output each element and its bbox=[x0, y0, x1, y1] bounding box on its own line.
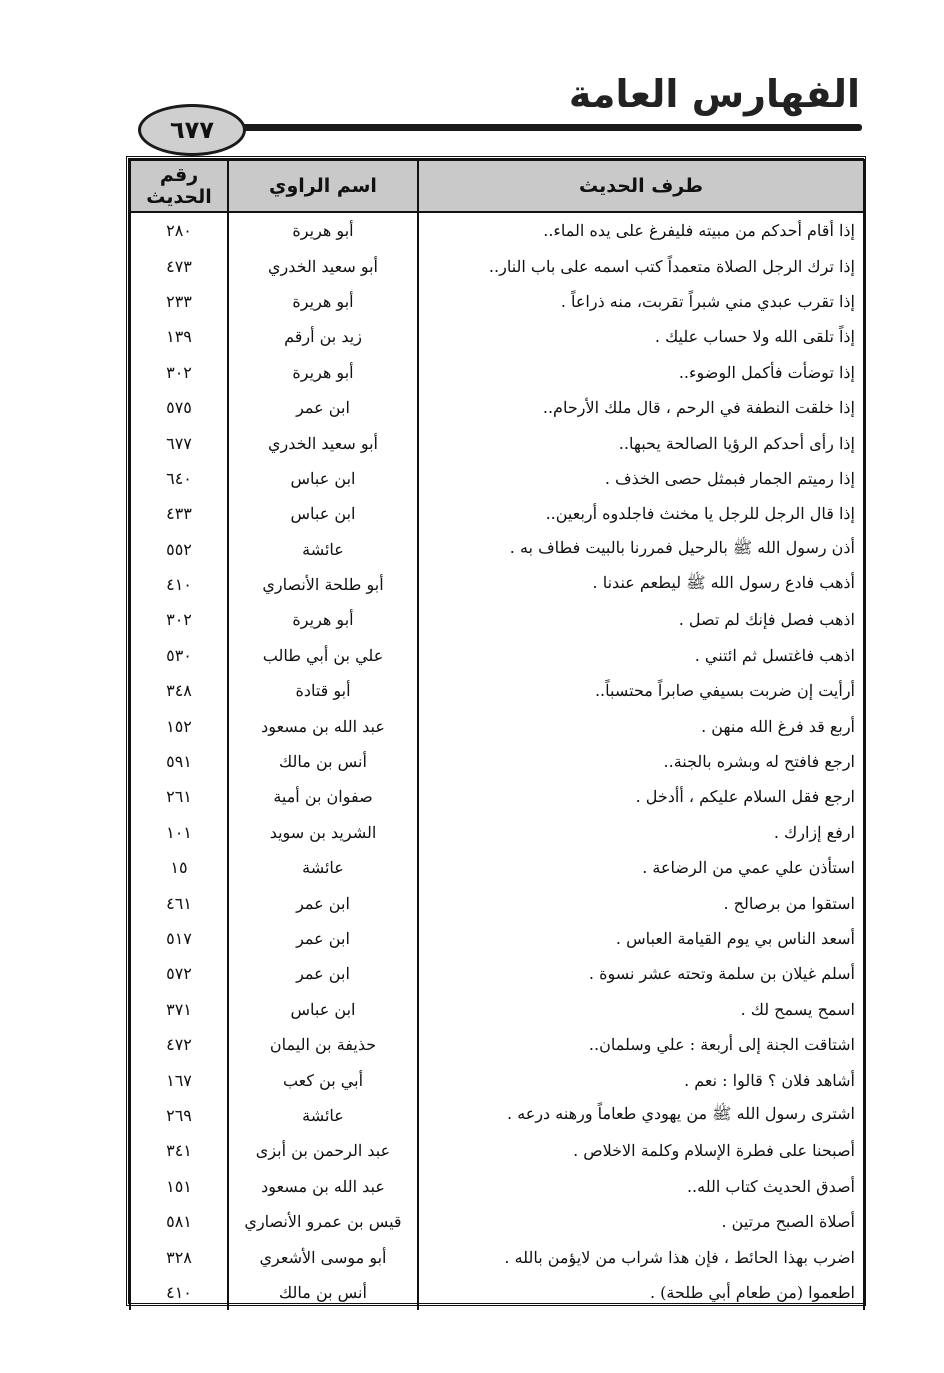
table-row bbox=[130, 885, 864, 920]
header-rule bbox=[228, 124, 862, 131]
number-cell: ٥٩١ bbox=[130, 744, 228, 779]
number-cell: ٣٠٢ bbox=[130, 355, 228, 390]
number-cell: ٥١٧ bbox=[130, 921, 228, 956]
table-row bbox=[130, 673, 864, 708]
narrator-cell: أبو موسى الأشعري bbox=[228, 1239, 418, 1274]
table-row bbox=[130, 1169, 864, 1204]
narrator-cell: أنس بن مالك bbox=[228, 1275, 418, 1310]
narrator-cell: عبد الله بن مسعود bbox=[228, 1169, 418, 1204]
narrator-cell: أبو هريرة bbox=[228, 355, 418, 390]
hadith-cell: إذاً تلقى الله ولا حساب عليك . bbox=[418, 319, 864, 354]
page-header bbox=[0, 0, 944, 150]
number-cell: ٣٠٢ bbox=[130, 602, 228, 637]
table-row bbox=[130, 390, 864, 425]
hadith-cell: أسلم غيلان بن سلمة وتحته عشر نسوة . bbox=[418, 956, 864, 991]
number-cell: ١٥٢ bbox=[130, 708, 228, 743]
number-cell: ٤٣٣ bbox=[130, 496, 228, 531]
table-row bbox=[130, 815, 864, 850]
table-row bbox=[130, 921, 864, 956]
number-cell: ٦٤٠ bbox=[130, 461, 228, 496]
table-row bbox=[130, 212, 864, 248]
narrator-cell: ابن عمر bbox=[228, 885, 418, 920]
number-cell: ٢٨٠ bbox=[130, 212, 228, 248]
number-cell: ٥٧٢ bbox=[130, 956, 228, 991]
table-row bbox=[130, 248, 864, 283]
table-row bbox=[130, 532, 864, 567]
hadith-cell: أصدق الحديث كتاب الله.. bbox=[418, 1169, 864, 1204]
number-cell: ١٥١ bbox=[130, 1169, 228, 1204]
narrator-cell: علي بن أبي طالب bbox=[228, 638, 418, 673]
table-row bbox=[130, 602, 864, 637]
table-row bbox=[130, 425, 864, 460]
hadith-cell: إذا قال الرجل للرجل يا مخنث فاجلدوه أربعين.. bbox=[418, 496, 864, 531]
table-row bbox=[130, 1027, 864, 1062]
number-cell: ٢٦٩ bbox=[130, 1098, 228, 1133]
table-row bbox=[130, 355, 864, 390]
hadith-cell: اذهب فاغتسل ثم ائتني . bbox=[418, 638, 864, 673]
page-number-badge bbox=[138, 104, 246, 156]
hadith-cell: إذا توضأت فأكمل الوضوء.. bbox=[418, 355, 864, 390]
narrator-cell: عائشة bbox=[228, 1098, 418, 1133]
hadith-cell: إذا خلقت النطفة في الرحم ، قال ملك الأرحام.. bbox=[418, 390, 864, 425]
table-row bbox=[130, 496, 864, 531]
number-cell: ٢٦١ bbox=[130, 779, 228, 814]
narrator-cell: حذيفة بن اليمان bbox=[228, 1027, 418, 1062]
narrator-cell: ابن عمر bbox=[228, 390, 418, 425]
table-header-row bbox=[130, 160, 864, 212]
narrator-cell: زيد بن أرقم bbox=[228, 319, 418, 354]
table-row bbox=[130, 1204, 864, 1239]
hadith-cell: اسمح يسمح لك . bbox=[418, 992, 864, 1027]
number-cell: ٢٣٣ bbox=[130, 284, 228, 319]
table-row bbox=[130, 956, 864, 991]
hadith-cell: أذهب فادع رسول الله ﷺ ليطعم عندنا . bbox=[418, 567, 864, 602]
hadith-cell: أصبحنا على فطرة الإسلام وكلمة الاخلاص . bbox=[418, 1133, 864, 1168]
number-cell: ٣٧١ bbox=[130, 992, 228, 1027]
narrator-cell: أبو سعيد الخدري bbox=[228, 425, 418, 460]
number-cell: ٤١٠ bbox=[130, 1275, 228, 1310]
hadith-cell: إذا رأى أحدكم الرؤيا الصالحة يحبها.. bbox=[418, 425, 864, 460]
table-row bbox=[130, 1133, 864, 1168]
hadith-cell: أرأيت إن ضربت بسيفي صابراً محتسباً.. bbox=[418, 673, 864, 708]
narrator-cell: ابن عمر bbox=[228, 956, 418, 991]
hadith-cell: إذا ترك الرجل الصلاة متعمداً كتب اسمه على باب النار.. bbox=[418, 248, 864, 283]
number-cell: ٦٧٧ bbox=[130, 425, 228, 460]
hadith-cell: اشترى رسول الله ﷺ من يهودي طعاماً ورهنه درعه . bbox=[418, 1098, 864, 1133]
hadith-cell: اضرب بهذا الحائط ، فإن هذا شراب من لايؤمن بالله . bbox=[418, 1239, 864, 1274]
narrator-cell: عبد الله بن مسعود bbox=[228, 708, 418, 743]
page-number: ٦٧٧ bbox=[170, 116, 214, 144]
narrator-cell: ابن عباس bbox=[228, 992, 418, 1027]
number-cell: ٣٤١ bbox=[130, 1133, 228, 1168]
table-row bbox=[130, 1062, 864, 1097]
table-body bbox=[130, 212, 864, 1310]
hadith-cell: اشتاقت الجنة إلى أربعة : علي وسلمان.. bbox=[418, 1027, 864, 1062]
hadith-index-table bbox=[129, 159, 865, 1310]
table-row bbox=[130, 779, 864, 814]
narrator-cell: ابن عباس bbox=[228, 461, 418, 496]
number-cell: ٣٤٨ bbox=[130, 673, 228, 708]
narrator-cell: أبو هريرة bbox=[228, 284, 418, 319]
table-row bbox=[130, 567, 864, 602]
table-row bbox=[130, 744, 864, 779]
column-header-hadith: طرف الحديث bbox=[418, 160, 864, 212]
number-cell: ٤١٠ bbox=[130, 567, 228, 602]
hadith-cell: إذا تقرب عبدي مني شبراً تقربت، منه ذراعاً . bbox=[418, 284, 864, 319]
running-title: الفهارس العامة bbox=[568, 72, 860, 116]
hadith-cell: اطعموا (من طعام أبي طلحة) . bbox=[418, 1275, 864, 1310]
column-header-number: رقم الحديث bbox=[130, 160, 228, 212]
hadith-cell: ارفع إزارك . bbox=[418, 815, 864, 850]
narrator-cell: الشريد بن سويد bbox=[228, 815, 418, 850]
table-row bbox=[130, 461, 864, 496]
hadith-cell: ارجع فقل السلام عليكم ، أأدخل . bbox=[418, 779, 864, 814]
hadith-cell: أذن رسول الله ﷺ بالرحيل فمررنا بالبيت فطاف به . bbox=[418, 532, 864, 567]
table-row bbox=[130, 992, 864, 1027]
hadith-cell: استأذن علي عمي من الرضاعة . bbox=[418, 850, 864, 885]
table-row bbox=[130, 850, 864, 885]
number-cell: ١٥ bbox=[130, 850, 228, 885]
table-row bbox=[130, 708, 864, 743]
hadith-cell: أشاهد فلان ؟ قالوا : نعم . bbox=[418, 1062, 864, 1097]
column-header-narrator: اسم الراوي bbox=[228, 160, 418, 212]
number-cell: ٥٧٥ bbox=[130, 390, 228, 425]
number-cell: ٤٦١ bbox=[130, 885, 228, 920]
narrator-cell: أبو سعيد الخدري bbox=[228, 248, 418, 283]
narrator-cell: أنس بن مالك bbox=[228, 744, 418, 779]
hadith-cell: أربع قد فرغ الله منهن . bbox=[418, 708, 864, 743]
number-cell: ٥٨١ bbox=[130, 1204, 228, 1239]
hadith-cell: ارجع فافتح له وبشره بالجنة.. bbox=[418, 744, 864, 779]
narrator-cell: قيس بن عمرو الأنصاري bbox=[228, 1204, 418, 1239]
table-row bbox=[130, 1239, 864, 1274]
table-row bbox=[130, 284, 864, 319]
hadith-index-table-frame bbox=[126, 156, 866, 1306]
narrator-cell: عائشة bbox=[228, 532, 418, 567]
number-cell: ١٣٩ bbox=[130, 319, 228, 354]
narrator-cell: ابن عمر bbox=[228, 921, 418, 956]
number-cell: ٤٧٣ bbox=[130, 248, 228, 283]
hadith-cell: اذهب فصل فإنك لم تصل . bbox=[418, 602, 864, 637]
number-cell: ٥٥٢ bbox=[130, 532, 228, 567]
narrator-cell: أبي بن كعب bbox=[228, 1062, 418, 1097]
number-cell: ١٦٧ bbox=[130, 1062, 228, 1097]
hadith-cell: إذا رميتم الجمار فبمثل حصى الخذف . bbox=[418, 461, 864, 496]
hadith-cell: إذا أقام أحدكم من مبيته فليفرغ على يده الماء.. bbox=[418, 212, 864, 248]
narrator-cell: أبو طلحة الأنصاري bbox=[228, 567, 418, 602]
number-cell: ٤٧٢ bbox=[130, 1027, 228, 1062]
number-cell: ١٠١ bbox=[130, 815, 228, 850]
table-row bbox=[130, 1098, 864, 1133]
narrator-cell: صفوان بن أمية bbox=[228, 779, 418, 814]
table-row bbox=[130, 319, 864, 354]
narrator-cell: عائشة bbox=[228, 850, 418, 885]
table-row bbox=[130, 638, 864, 673]
table-row bbox=[130, 1275, 864, 1310]
hadith-cell: أسعد الناس بي يوم القيامة العباس . bbox=[418, 921, 864, 956]
narrator-cell: عبد الرحمن بن أبزى bbox=[228, 1133, 418, 1168]
narrator-cell: أبو هريرة bbox=[228, 212, 418, 248]
number-cell: ٣٢٨ bbox=[130, 1239, 228, 1274]
narrator-cell: أبو هريرة bbox=[228, 602, 418, 637]
narrator-cell: أبو قتادة bbox=[228, 673, 418, 708]
narrator-cell: ابن عباس bbox=[228, 496, 418, 531]
hadith-cell: أصلاة الصبح مرتين . bbox=[418, 1204, 864, 1239]
hadith-cell: استقوا من برصالح . bbox=[418, 885, 864, 920]
number-cell: ٥٣٠ bbox=[130, 638, 228, 673]
